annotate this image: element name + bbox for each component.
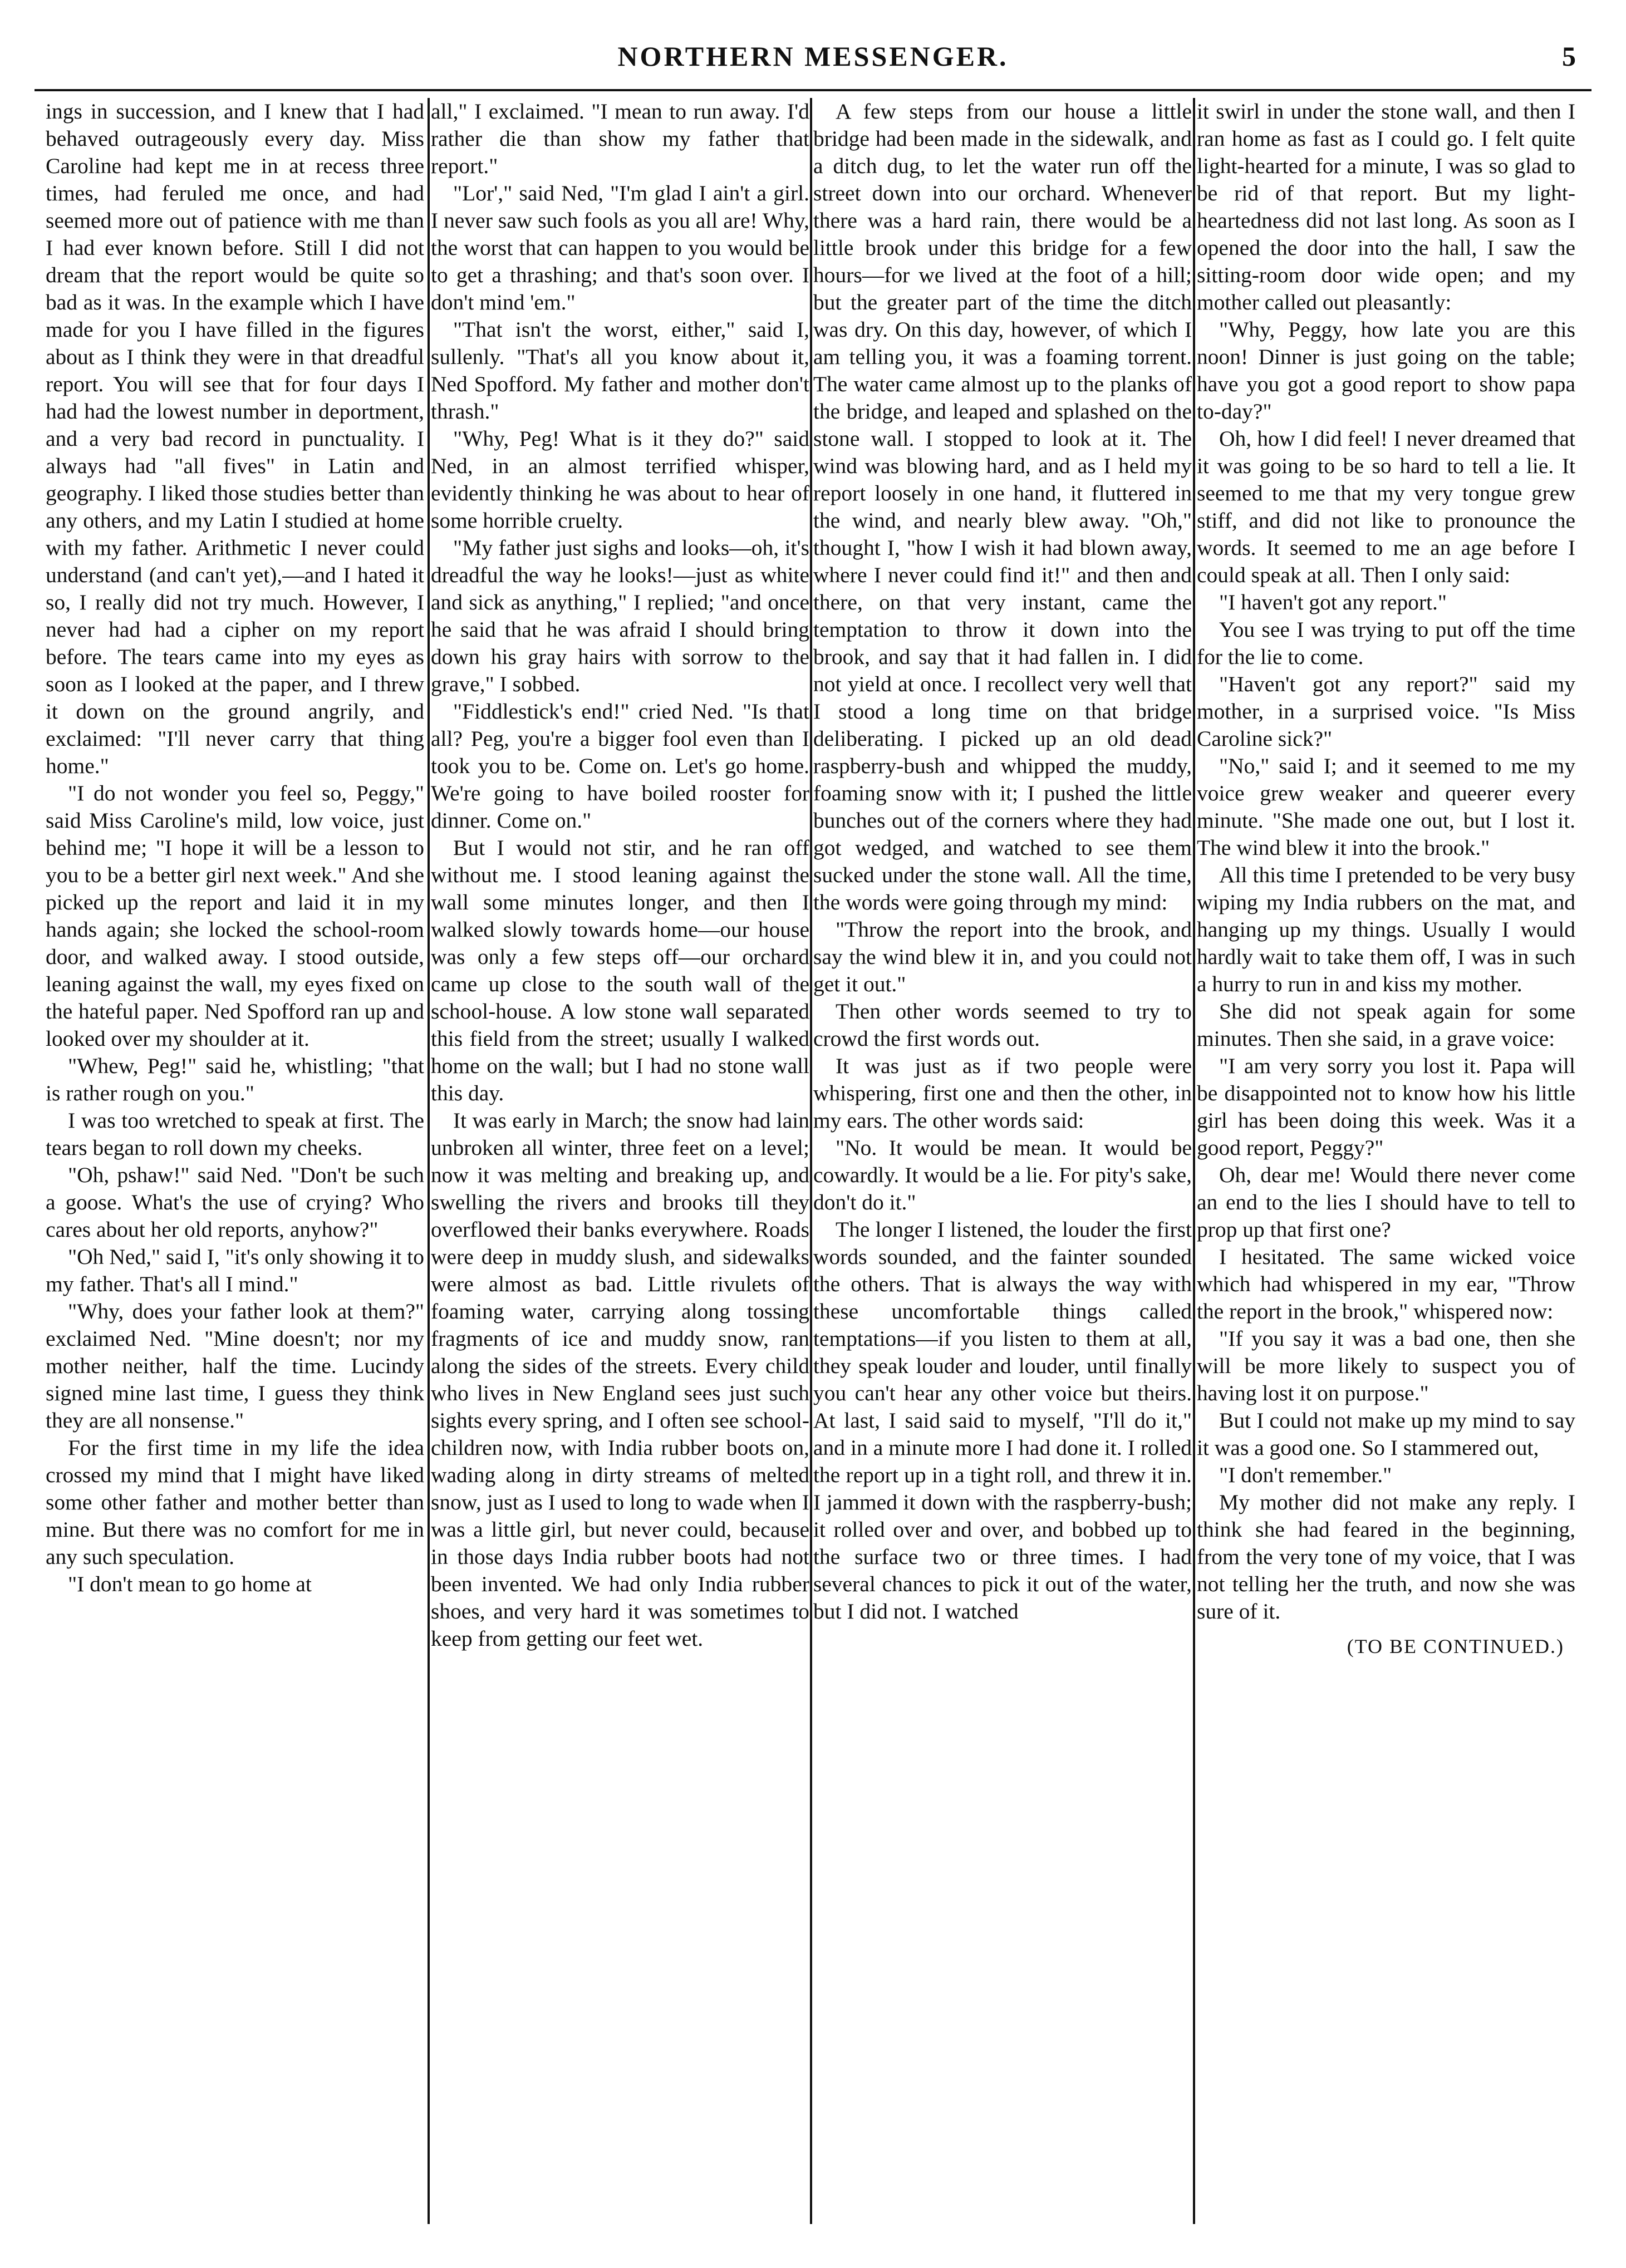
to-be-continued: (TO BE CONTINUED.) (1347, 1635, 1564, 1657)
paragraph: But I would not stir, and he ran off without me. I stood leaning against the wall some minutes longer, and then I walked slowly towards home—our house was only a few steps off—our orchard came up close to the south wall of the school-house. A low stone wall separated this field from the street; usually I walked home on the wall; but I had no stone wall this day. (431, 835, 809, 1105)
paragraph: Oh, how I did feel! I never dreamed that it was going to be so hard to tell a lie. It seemed to me that my very tongue grew stiff, and did not like to pronounce the words. It seemed to me an age before I could speak at all. Then I only said: (1197, 426, 1575, 587)
text-column-1 (46, 98, 424, 2213)
paragraph: "Oh, pshaw!" said Ned. "Don't be such a goose. What's the use of crying? Who cares about her old reports, anyhow?" (46, 1163, 424, 1242)
paragraph: All this time I pretended to be very busy wiping my India rubbers on the mat, and hanging up my things. Usually I would hardly wait to take them off, I was in such a hurry to run in and kiss my mother. (1197, 863, 1575, 996)
paragraph: "If you say it was a bad one, then she will be more likely to suspect you of having lost it on purpose." (1197, 1326, 1575, 1405)
paragraph: "No," said I; and it seemed to me my voice grew weaker and queerer every minute. "She made one out, but I lost it. The wind blew it into the brook." (1197, 754, 1575, 860)
paragraph: She did not speak again for some minutes. Then she said, in a grave voice: (1197, 999, 1575, 1051)
paragraph: "Oh Ned," said I, "it's only showing it to my father. That's all I mind." (46, 1244, 424, 1296)
paragraph: "Haven't got any report?" said my mother, in a surprised voice. "Is Miss Caroline sick?" (1197, 672, 1575, 751)
paragraph: "I haven't got any report." (1219, 590, 1447, 614)
paragraph: "Throw the report into the brook, and say the wind blew it in, and you could not get it out." (813, 917, 1192, 996)
text-column-2 (431, 98, 809, 2213)
page-number: 5 (1562, 41, 1576, 72)
column-divider (810, 98, 812, 2224)
column-divider (1193, 98, 1195, 2224)
paragraph: Then other words seemed to try to crowd the first words out. (813, 999, 1192, 1051)
page-header (33, 36, 1593, 86)
column-divider (428, 98, 430, 2224)
paragraph: My mother did not make any reply. I think she had feared in the beginning, from the very tone of my voice, that I was not telling her the truth, and now she was sure of it. (1197, 1490, 1575, 1623)
paragraph: "I don't remember." (1219, 1463, 1392, 1487)
paragraph: ings in succession, and I knew that I had behaved outrageously every day. Miss Caroline had kept me in at recess three times, had feruled me once, and had seemed more out of patience with me than I had ever known before. Still I did not dream that the report would be quite so bad as it was. In the example which I have made for you I have filled in the figures about as I think they were in that dreadful report. You will see that for four days I had had the lowest number in deportment, and a very bad record in punctuality. I always had "all fives" in Latin and geography. I liked those studies better than any others, and my Latin I studied at home with my father. Arithmetic I never could understand (and can't yet),—and I hated it so, I really did not try much. However, I never had had a cipher on my report before. The tears came into my eyes as soon as I looked at the paper, and I threw it down on the ground angrily, and exclaimed: "I'll never carry that thing home." (46, 99, 424, 778)
paragraph: "Why, does your father look at them?" exclaimed Ned. "Mine doesn't; nor my mother neither, half the time. Lucindy signed mine last time, I guess they think they are all nonsense." (46, 1299, 424, 1433)
paragraph: all," I exclaimed. "I mean to run away. I'd rather die than show my father that report." (431, 99, 809, 178)
paragraph: It was just as if two people were whispering, first one and then the other, in my ears. The other words said: (813, 1054, 1192, 1133)
header-rule (35, 89, 1591, 91)
paragraph: "Whew, Peg!" said he, whistling; "that is rather rough on you." (46, 1054, 424, 1105)
paragraph: For the first time in my life the idea crossed my mind that I might have liked some other father and mother better than mine. But there was no comfort for me in any such speculation. (46, 1435, 424, 1569)
text-column-4 (1197, 98, 1575, 2213)
paragraph: "Lor'," said Ned, "I'm glad I ain't a girl. I never saw such fools as you all are! Why, the worst that can happen to you would be to get a thrashing; and that's soon over. I don't mind 'em." (431, 181, 809, 314)
paragraph: You see I was trying to put off the time for the lie to come. (1197, 617, 1575, 669)
paragraph: "No. It would be mean. It would be cowardly. It would be a lie. For pity's sake, don't do it." (813, 1135, 1192, 1214)
paragraph: But I could not make up my mind to say it was a good one. So I stammered out, (1197, 1408, 1575, 1460)
paragraph: "That isn't the worst, either," said I, sullenly. "That's all you know about it, Ned Spofford. My father and mother don't thrash." (431, 317, 809, 424)
text-column-3 (813, 98, 1192, 2213)
paragraph: "Fiddlestick's end!" cried Ned. "Is that all? Peg, you're a bigger fool even than I took you to be. Come on. Let's go home. We're going to have boiled rooster for dinner. Come on." (431, 699, 809, 833)
paragraph: I hesitated. The same wicked voice which had whispered in my ear, "Throw the report in the brook," whispered now: (1197, 1244, 1575, 1324)
paragraph: "I don't mean to go home at (68, 1572, 312, 1596)
paragraph: The longer I listened, the louder the first words sounded, and the fainter sounded the others. That is always the way with these uncomfortable things called temptations—if you listen to them at all, they speak louder and louder, until finally you can't hear any other voice but theirs. At last, I said said to myself, "I'll do it," and in a minute more I had done it. I rolled the report up in a tight roll, and threw it in. I jammed it down with the raspberry-bush; it rolled over and over, and bobbed up to the surface two or three times. I had several chances to pick it out of the water, but I did not. I watched (813, 1217, 1192, 1623)
paragraph: "Why, Peg! What is it they do?" said Ned, in an almost terrified whisper, evidently thinking he was about to hear of some horrible cruelty. (431, 426, 809, 533)
paragraph: "I am very sorry you lost it. Papa will be disappointed not to know how his little girl has been doing this week. Was it a good report, Peggy?" (1197, 1054, 1575, 1160)
paragraph: "My father just sighs and looks—oh, it's dreadful the way he looks!—just as white and sick as anything," I replied; "and once he said that he was afraid I should bring down his gray hairs with sorrow to the grave," I sobbed. (431, 535, 809, 696)
paragraph: A few steps from our house a little bridge had been made in the sidewalk, and a ditch dug, to let the water run off the street down into our orchard. Whenever there was a hard rain, there would be a little brook under this bridge for a few hours—for we lived at the foot of a hill; but the greater part of the time the ditch was dry. On this day, however, of which I am telling you, it was a foaming torrent. The water came almost up to the planks of the bridge, and leaped and splashed on the stone wall. I stopped to look at it. The wind was blowing hard, and as I held my report loosely in one hand, it fluttered in the wind, and nearly blew away. "Oh," thought I, "how I wish it had blown away, where I never could find it!" and then and there, on that very instant, came the temptation to throw it down into the brook, and say that it had fallen in. I did not yield at once. I recollect very well that I stood a long time on that bridge deliberating. I picked up an old dead raspberry-bush and whipped the muddy, foaming snow with it; I pushed the little bunches out of the corners where they had got wedged, and watched to see them sucked under the stone wall. All the time, the words were going through my mind: (813, 99, 1192, 914)
paragraph: "I do not wonder you feel so, Peggy," said Miss Caroline's mild, low voice, just behind me; "I hope it will be a lesson to you to be a better girl next week." And she picked up the report and laid it in my hands again; she locked the school-room door, and walked away. I stood outside, leaning against the wall, my eyes fixed on the hateful paper. Ned Spofford ran up and looked over my shoulder at it. (46, 781, 424, 1051)
paragraph: It was early in March; the snow had lain unbroken all winter, three feet on a level; now it was melting and breaking up, and swelling the rivers and brooks till they overflowed their banks everywhere. Roads were deep in muddy slush, and sidewalks were almost as bad. Little rivulets of foaming water, carrying along tossing fragments of ice and muddy snow, ran along the sides of the streets. Every child who lives in New England sees just such sights every spring, and I often see school-children now, with India rubber boots on, wading along in dirty streams of melted snow, just as I used to long to wade when I was a little girl, but never could, because in those days India rubber boots had not been invented. We had only India rubber shoes, and very hard it was sometimes to keep from getting our feet wet. (431, 1108, 809, 1651)
masthead-title: NORTHERN MESSENGER. (617, 41, 1009, 72)
paragraph: it swirl in under the stone wall, and then I ran home as fast as I could go. I felt quite light-hearted for a minute, I was so glad to be rid of that report. But my light-heartedness did not last long. As soon as I opened the door into the hall, I saw the sitting-room door wide open; and my mother called out pleasantly: (1197, 99, 1575, 314)
paragraph: I was too wretched to speak at first. The tears began to roll down my cheeks. (46, 1108, 424, 1160)
paragraph: "Why, Peggy, how late you are this noon! Dinner is just going on the table; have you got a good report to show papa to-day?" (1197, 317, 1575, 424)
paragraph: Oh, dear me! Would there never come an end to the lies I should have to tell to prop up that first one? (1197, 1163, 1575, 1242)
